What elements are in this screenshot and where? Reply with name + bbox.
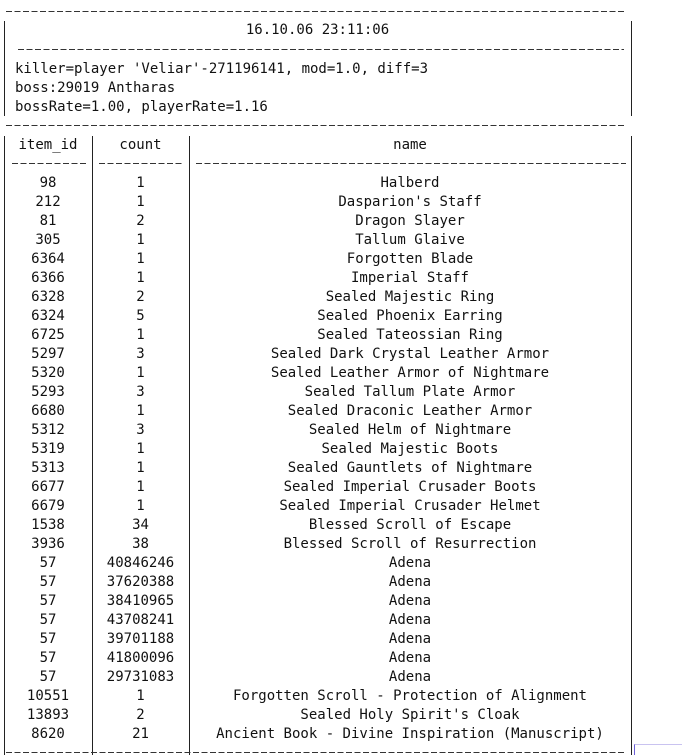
rule-left-border bbox=[4, 40, 5, 59]
cell-item-id: 57 bbox=[39, 650, 57, 666]
cell-name: Sealed Majestic Boots bbox=[321, 441, 499, 457]
cell-item-id: 3936 bbox=[31, 536, 65, 552]
cell-name: Adena bbox=[388, 650, 432, 666]
killer-info: killer=player 'Veliar'-271196141, mod=1.0, diff=3 bbox=[15, 61, 429, 77]
cell-count: 21 bbox=[132, 726, 149, 742]
header-separator-rule bbox=[18, 49, 624, 50]
cell-name: Blessed Scroll of Escape bbox=[308, 517, 512, 533]
cell-count: 34 bbox=[132, 517, 149, 533]
column-header-name: name bbox=[393, 137, 427, 153]
rule-right-border bbox=[631, 40, 632, 59]
cell-item-id: 57 bbox=[39, 669, 57, 685]
cell-count: 1 bbox=[136, 498, 145, 514]
cell-item-id: 57 bbox=[39, 631, 57, 647]
table-bottom-rule bbox=[6, 752, 626, 753]
cell-count: 1 bbox=[136, 403, 145, 419]
cell-count: 1 bbox=[136, 688, 145, 704]
cell-item-id: 6328 bbox=[31, 289, 65, 305]
cell-count: 38410965 bbox=[106, 593, 175, 609]
cell-name: Tallum Glaive bbox=[355, 232, 465, 248]
table-header-rule-2 bbox=[99, 163, 183, 164]
cell-count: 1 bbox=[136, 251, 145, 267]
cell-name: Sealed Imperial Crusader Helmet bbox=[279, 498, 541, 514]
cell-count: 2 bbox=[136, 213, 145, 229]
cell-count: 40846246 bbox=[106, 555, 175, 571]
cell-item-id: 5319 bbox=[31, 441, 65, 457]
cell-name: Sealed Phoenix Earring bbox=[317, 308, 503, 324]
cell-count: 1 bbox=[136, 460, 145, 476]
cell-name: Sealed Leather Armor of Nightmare bbox=[270, 365, 550, 381]
cell-item-id: 6324 bbox=[31, 308, 65, 324]
cell-item-id: 81 bbox=[39, 213, 57, 229]
cell-item-id: 212 bbox=[35, 194, 61, 210]
table-body-right-border bbox=[631, 172, 632, 755]
info-left-border bbox=[4, 59, 5, 116]
report-timestamp: 16.10.06 23:11:06 bbox=[245, 22, 390, 38]
cell-item-id: 6680 bbox=[31, 403, 65, 419]
cell-count: 41800096 bbox=[106, 650, 175, 666]
cell-count: 1 bbox=[136, 327, 145, 343]
cell-count: 1 bbox=[136, 194, 145, 210]
cell-item-id: 305 bbox=[35, 232, 61, 248]
cell-count: 38 bbox=[132, 536, 149, 552]
cell-count: 3 bbox=[136, 422, 145, 438]
cell-name: Adena bbox=[388, 631, 432, 647]
rate-info: bossRate=1.00, playerRate=1.16 bbox=[15, 99, 268, 115]
cell-item-id: 6677 bbox=[31, 479, 65, 495]
cell-item-id: 13893 bbox=[26, 707, 70, 723]
column-header-count: count bbox=[119, 137, 162, 153]
cell-item-id: 5312 bbox=[31, 422, 65, 438]
table-header-rule-1 bbox=[12, 163, 86, 164]
cell-name: Sealed Gauntlets of Nightmare bbox=[287, 460, 533, 476]
cell-name: Adena bbox=[388, 555, 432, 571]
cell-item-id: 57 bbox=[39, 555, 57, 571]
cell-item-id: 5320 bbox=[31, 365, 65, 381]
cell-name: Adena bbox=[388, 593, 432, 609]
cell-item-id: 8620 bbox=[31, 726, 65, 742]
table-header-right-border bbox=[631, 136, 632, 172]
header-right-border bbox=[631, 21, 632, 40]
cell-item-id: 1538 bbox=[31, 517, 65, 533]
info-right-border bbox=[631, 59, 632, 116]
cell-count: 43708241 bbox=[106, 612, 175, 628]
cell-name: Sealed Majestic Ring bbox=[325, 289, 495, 305]
cell-count: 1 bbox=[136, 175, 145, 191]
cell-count: 1 bbox=[136, 232, 145, 248]
cell-name: Ancient Book - Divine Inspiration (Manuscript) bbox=[216, 726, 604, 742]
cell-name: Sealed Imperial Crusader Boots bbox=[283, 479, 537, 495]
cell-item-id: 57 bbox=[39, 612, 57, 628]
cell-name: Halberd bbox=[380, 175, 440, 191]
cell-name: Sealed Draconic Leather Armor bbox=[287, 403, 533, 419]
cell-name: Imperial Staff bbox=[350, 270, 469, 286]
cell-name: Sealed Dark Crystal Leather Armor bbox=[270, 346, 550, 362]
cell-item-id: 5293 bbox=[31, 384, 65, 400]
cell-item-id: 57 bbox=[39, 593, 57, 609]
boss-info: boss:29019 Antharas bbox=[15, 80, 176, 96]
cell-count: 3 bbox=[136, 384, 145, 400]
cell-item-id: 5313 bbox=[31, 460, 65, 476]
cell-item-id: 10551 bbox=[26, 688, 70, 704]
cell-name: Sealed Tateossian Ring bbox=[317, 327, 503, 343]
cell-count: 1 bbox=[136, 270, 145, 286]
cell-name: Blessed Scroll of Resurrection bbox=[283, 536, 537, 552]
cell-name: Sealed Holy Spirit's Cloak bbox=[300, 707, 520, 723]
cell-item-id: 57 bbox=[39, 574, 57, 590]
cell-item-id: 6679 bbox=[31, 498, 65, 514]
cell-count: 37620388 bbox=[106, 574, 175, 590]
cell-count: 29731083 bbox=[106, 669, 175, 685]
cell-count: 5 bbox=[136, 308, 145, 324]
table-top-rule bbox=[6, 125, 626, 126]
top-rule bbox=[6, 11, 626, 12]
cell-name: Dasparion's Staff bbox=[338, 194, 482, 210]
cell-count: 3 bbox=[136, 346, 145, 362]
cell-name: Adena bbox=[388, 574, 432, 590]
cell-count: 2 bbox=[136, 707, 145, 723]
cell-name: Sealed Tallum Plate Armor bbox=[304, 384, 516, 400]
cell-item-id: 6725 bbox=[31, 327, 65, 343]
window-corner-marker bbox=[634, 744, 682, 755]
cell-item-id: 6364 bbox=[31, 251, 65, 267]
cell-item-id: 5297 bbox=[31, 346, 65, 362]
column-header-item-id: item_id bbox=[18, 137, 78, 153]
cell-count: 2 bbox=[136, 289, 145, 305]
cell-name: Adena bbox=[388, 669, 432, 685]
cell-count: 1 bbox=[136, 479, 145, 495]
cell-name: Dragon Slayer bbox=[355, 213, 465, 229]
cell-name: Forgotten Blade bbox=[346, 251, 474, 267]
cell-count: 39701188 bbox=[106, 631, 175, 647]
cell-name: Sealed Helm of Nightmare bbox=[308, 422, 512, 438]
cell-item-id: 98 bbox=[39, 175, 57, 191]
cell-name: Forgotten Scroll - Protection of Alignment bbox=[232, 688, 587, 704]
cell-count: 1 bbox=[136, 441, 145, 457]
table-header-rule-3 bbox=[196, 163, 626, 164]
cell-name: Adena bbox=[388, 612, 432, 628]
cell-count: 1 bbox=[136, 365, 145, 381]
cell-item-id: 6366 bbox=[31, 270, 65, 286]
